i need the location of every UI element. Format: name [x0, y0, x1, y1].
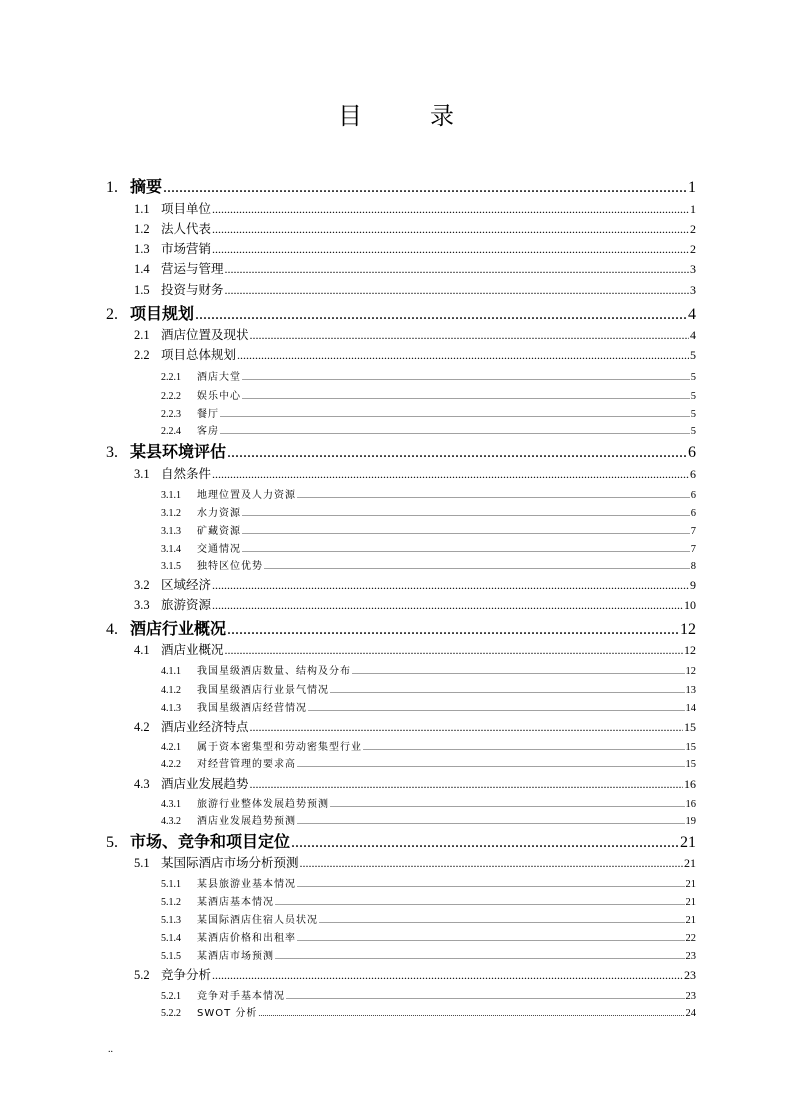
footer-mark: ..	[108, 1044, 113, 1055]
toc-entry-title: 酒店业概况	[161, 642, 224, 657]
toc-entry-number: 1.3	[134, 242, 150, 256]
toc-entry-level2[interactable]	[134, 717, 696, 735]
toc-dot-leader	[242, 509, 690, 518]
toc-entry-number: 4.2	[134, 720, 150, 734]
toc-dot-leader	[242, 373, 690, 382]
toc-entry-number: 2.2.3	[161, 409, 181, 420]
toc-entry-level2[interactable]	[134, 965, 696, 983]
toc-entry-page-number: 6	[688, 444, 696, 461]
toc-entry-page-number: 3	[690, 262, 696, 276]
toc-entry-title: 竞争对手基本情况	[197, 991, 285, 1002]
toc-entry-page-number: 16	[685, 799, 696, 810]
toc-entry-page-number: 2	[690, 242, 696, 256]
toc-entry-level2[interactable]	[134, 640, 696, 658]
toc-entry-page-number: 7	[690, 544, 696, 555]
toc-dot-leader	[220, 410, 690, 419]
toc-entry-number: 4.1.2	[161, 685, 181, 696]
toc-entry-title: 投资与财务	[161, 282, 224, 297]
toc-entry-level2[interactable]	[134, 853, 696, 871]
toc-entry-level3[interactable]	[161, 875, 696, 890]
toc-entry-page-number: 3	[690, 283, 696, 297]
toc-entry-number: 3.1.4	[161, 544, 181, 555]
toc-entry-title: 矿藏资源	[197, 526, 241, 537]
toc-entry-level3[interactable]	[161, 557, 696, 572]
toc-entry-number: 4.3.2	[161, 816, 181, 827]
toc-dot-leader	[242, 392, 690, 401]
toc-entry-level3[interactable]	[161, 368, 696, 383]
toc-entry-level3[interactable]	[161, 504, 696, 519]
toc-entry-title: 某国际酒店市场分析预测	[161, 855, 299, 870]
toc-entry-number: 2.2.1	[161, 372, 181, 383]
toc-entry-title: 独特区位优势	[197, 561, 263, 572]
toc-dot-leader	[297, 491, 690, 500]
toc-dot-leader	[227, 621, 679, 639]
toc-dot-leader	[225, 262, 689, 277]
toc-entry-number: 5.2.2	[161, 1008, 181, 1019]
toc-entry-page-number: 23	[684, 968, 696, 982]
toc-entry-number: 5.	[106, 834, 118, 851]
toc-entry-number: 1.1	[134, 202, 150, 216]
toc-entry-number: 5.2.1	[161, 991, 181, 1002]
toc-entry-number: 4.2.1	[161, 742, 181, 753]
toc-entry-title: 娱乐中心	[197, 391, 241, 402]
toc-dot-leader	[212, 467, 689, 482]
toc-dot-leader	[275, 898, 685, 907]
toc-entry-title: 竞争分析	[161, 967, 212, 982]
toc-entry-number: 3.3	[134, 598, 150, 612]
toc-dot-leader	[286, 992, 685, 1001]
toc-entry-number: 3.	[106, 444, 118, 461]
toc-entry-page-number: 23	[685, 951, 696, 962]
toc-entry-number: 2.1	[134, 328, 150, 342]
toc-entry-level3[interactable]	[161, 486, 696, 501]
toc-dot-leader	[212, 968, 683, 983]
toc-dot-leader	[250, 720, 683, 735]
toc-entry-number: 5.1	[134, 856, 150, 870]
toc-entry-number: 4.2.2	[161, 759, 181, 770]
toc-dot-leader	[330, 686, 685, 695]
toc-entry-page-number: 19	[685, 816, 696, 827]
toc-dot-leader	[225, 643, 683, 658]
toc-entry-level2[interactable]	[134, 199, 696, 217]
toc-entry-page-number: 21	[685, 915, 696, 926]
toc-entry-number: 1.2	[134, 222, 150, 236]
toc-dot-leader	[250, 328, 689, 343]
toc-dot-leader	[212, 598, 683, 613]
toc-dot-leader	[212, 578, 689, 593]
toc-entry-number: 5.1.3	[161, 915, 181, 926]
toc-entry-page-number: 14	[685, 703, 696, 714]
toc-entry-level3[interactable]	[161, 422, 696, 437]
toc-entry-title: 酒店大堂	[197, 372, 241, 383]
toc-entry-title: 某国际酒店住宿人员状况	[197, 915, 318, 926]
toc-dot-leader	[275, 952, 685, 961]
toc-entry-title: 某酒店价格和出租率	[197, 933, 296, 944]
toc-entry-page-number: 15	[685, 742, 696, 753]
toc-entry-level3[interactable]	[161, 540, 696, 555]
toc-dot-leader	[250, 777, 683, 792]
toc-entry-number: 3.1	[134, 467, 150, 481]
toc-entry-number: 5.1.2	[161, 897, 181, 908]
toc-entry-level3[interactable]	[161, 387, 696, 402]
toc-dot-leader	[212, 222, 689, 237]
toc-entry-level2[interactable]	[134, 774, 696, 792]
toc-entry-level3[interactable]	[161, 929, 696, 944]
toc-entry-page-number: 1	[690, 202, 696, 216]
toc-entry-level3[interactable]	[161, 1004, 696, 1019]
toc-entry-title: 旅游资源	[161, 597, 212, 612]
toc-entry-page-number: 12	[684, 643, 696, 657]
toc-entry-title: 酒店业经济特点	[161, 719, 249, 734]
toc-dot-leader	[212, 242, 689, 257]
toc-entry-page-number: 21	[680, 834, 696, 851]
toc-entry-title: 我国星级酒店经营情况	[197, 703, 307, 714]
toc-entry-level3[interactable]	[161, 662, 696, 677]
toc-entry-number: 2.2.2	[161, 391, 181, 402]
toc-dot-leader	[297, 934, 685, 943]
toc-entry-number: 3.1.3	[161, 526, 181, 537]
toc-entry-title: 自然条件	[161, 466, 212, 481]
toc-entry-number: 5.2	[134, 968, 150, 982]
toc-entry-level3[interactable]	[161, 522, 696, 537]
toc-entry-page-number: 16	[684, 777, 696, 791]
toc-entry-level3[interactable]	[161, 812, 696, 827]
toc-entry-title: 项目总体规划	[161, 347, 237, 362]
toc-entry-number: 5.1.5	[161, 951, 181, 962]
toc-entry-number: 3.1.5	[161, 561, 181, 572]
toc-entry-level2[interactable]	[134, 345, 696, 363]
toc-entry-level1[interactable]	[106, 439, 696, 462]
toc-entry-level3[interactable]	[161, 755, 696, 770]
toc-entry-number: 5.1.1	[161, 879, 181, 890]
toc-entry-page-number: 2	[690, 222, 696, 236]
toc-entry-page-number: 5	[690, 391, 696, 402]
toc-dot-leader	[242, 545, 690, 554]
toc-entry-level1[interactable]	[106, 301, 696, 324]
toc-dot-leader	[300, 856, 683, 871]
toc-entry-number: 2.2.4	[161, 426, 181, 437]
toc-dot-leader	[330, 800, 685, 809]
toc-dot-leader	[308, 704, 685, 713]
toc-entry-level2[interactable]	[134, 219, 696, 237]
toc-entry-level3[interactable]	[161, 795, 696, 810]
toc-entry-page-number: 12	[685, 666, 696, 677]
toc-entry-level3[interactable]	[161, 947, 696, 962]
toc-entry-level2[interactable]	[134, 280, 696, 298]
toc-dot-leader	[227, 444, 687, 462]
toc-entry-page-number: 6	[690, 490, 696, 501]
toc-entry-number: 4.	[106, 621, 118, 638]
toc-entry-number: 3.1.1	[161, 490, 181, 501]
toc-entry-level3[interactable]	[161, 911, 696, 926]
toc-entry-page-number: 4	[690, 328, 696, 342]
toc-entry-title: 某县旅游业基本情况	[197, 879, 296, 890]
toc-entry-number: 4.3	[134, 777, 150, 791]
toc-entry-title: 客房	[197, 426, 219, 437]
toc-dot-leader	[297, 760, 685, 769]
toc-dot-leader	[225, 283, 689, 298]
toc-entry-level1[interactable]	[106, 829, 696, 852]
toc-entry-number: 2.	[106, 306, 118, 323]
toc-entry-title: 酒店位置及现状	[161, 327, 249, 342]
toc-entry-page-number: 6	[690, 508, 696, 519]
toc-entry-number: 1.4	[134, 262, 150, 276]
toc-entry-number: 4.1.3	[161, 703, 181, 714]
toc-dot-leader	[220, 427, 690, 436]
toc-entry-level3[interactable]	[161, 738, 696, 753]
toc-dot-leader	[363, 743, 685, 752]
toc-entry-page-number: 5	[690, 372, 696, 383]
toc-entry-title: 市场营销	[161, 241, 212, 256]
toc-entry-page-number: 6	[690, 467, 696, 481]
toc-entry-title: 营运与管理	[161, 261, 224, 276]
toc-entry-page-number: 15	[684, 720, 696, 734]
toc-entry-title: 地理位置及人力资源	[197, 490, 296, 501]
toc-entry-page-number: 12	[680, 621, 696, 638]
toc-entry-title: 旅游行业整体发展趋势预测	[197, 799, 329, 810]
toc-entry-title: 我国星级酒店行业景气情况	[197, 685, 329, 696]
toc-entry-title: 法人代表	[161, 221, 212, 236]
toc-entry-title: 餐厅	[197, 409, 219, 420]
toc-entry-number: 3.2	[134, 578, 150, 592]
toc-entry-page-number: 9	[690, 578, 696, 592]
toc-entry-level1[interactable]	[106, 616, 696, 639]
toc-entry-page-number: 15	[685, 759, 696, 770]
toc-dot-leader	[264, 562, 690, 571]
toc-entry-number: 1.5	[134, 283, 150, 297]
toc-entry-title: 酒店行业概况	[130, 619, 227, 638]
toc-entry-title: SWOT 分析	[197, 1008, 258, 1019]
toc-entry-title: 某县环境评估	[130, 442, 227, 461]
toc-entry-page-number: 1	[688, 179, 696, 196]
toc-entry-page-number: 7	[690, 526, 696, 537]
toc-dot-leader	[297, 880, 685, 889]
toc-entry-title: 摘要	[130, 177, 163, 196]
toc-entry-title: 项目规划	[130, 304, 195, 323]
toc-entry-title: 某酒店市场预测	[197, 951, 274, 962]
toc-entry-page-number: 21	[684, 856, 696, 870]
toc-entry-level2[interactable]	[134, 259, 696, 277]
toc-entry-number: 4.1.1	[161, 666, 181, 677]
toc-entry-level3[interactable]	[161, 699, 696, 714]
toc-dot-leader	[319, 916, 685, 925]
toc-entry-page-number: 10	[684, 598, 696, 612]
toc-entry-title: 某酒店基本情况	[197, 897, 274, 908]
toc-entry-level2[interactable]	[134, 239, 696, 257]
toc-dot-leader	[297, 817, 685, 826]
toc-dot-leader	[163, 179, 687, 197]
toc-dot-leader	[352, 667, 685, 676]
toc-entry-title: 对经营管理的要求高	[197, 759, 296, 770]
toc-entry-page-number: 22	[685, 933, 696, 944]
toc-entry-level3[interactable]	[161, 405, 696, 420]
toc-entry-level2[interactable]	[134, 575, 696, 593]
toc-entry-number: 4.1	[134, 643, 150, 657]
toc-entry-level3[interactable]	[161, 893, 696, 908]
toc-entry-number: 2.2	[134, 348, 150, 362]
toc-entry-level2[interactable]	[134, 464, 696, 482]
toc-entry-page-number: 5	[690, 426, 696, 437]
toc-entry-level2[interactable]	[134, 325, 696, 343]
toc-dot-leader	[242, 527, 690, 536]
toc-entry-title: 我国星级酒店数量、结构及分布	[197, 666, 351, 677]
toc-dot-leader	[258, 1009, 684, 1018]
toc-entry-title: 项目单位	[161, 201, 212, 216]
toc-entry-level1[interactable]	[106, 174, 696, 197]
toc-dot-leader	[237, 348, 689, 363]
toc-entry-title: 酒店业发展趋势	[161, 776, 249, 791]
toc-dot-leader	[212, 202, 689, 217]
toc-entry-page-number: 13	[685, 685, 696, 696]
toc-entry-title: 市场、竞争和项目定位	[130, 832, 291, 851]
toc-dot-leader	[291, 834, 679, 852]
toc-entry-page-number: 4	[688, 306, 696, 323]
toc-entry-page-number: 8	[690, 561, 696, 572]
page-title: 目 录	[338, 102, 476, 130]
toc-entry-page-number: 23	[685, 991, 696, 1002]
toc-entry-number: 1.	[106, 179, 118, 196]
toc-entry-number: 4.3.1	[161, 799, 181, 810]
toc-entry-title: 属于资本密集型和劳动密集型行业	[197, 742, 362, 753]
toc-entry-level3[interactable]	[161, 987, 696, 1002]
toc-entry-number: 3.1.2	[161, 508, 181, 519]
toc-entry-title: 区域经济	[161, 577, 212, 592]
toc-entry-page-number: 24	[685, 1008, 696, 1019]
toc-entry-page-number: 5	[690, 348, 696, 362]
toc-entry-level2[interactable]	[134, 595, 696, 613]
toc-entry-title: 交通情况	[197, 544, 241, 555]
toc-entry-number: 5.1.4	[161, 933, 181, 944]
toc-entry-title: 水力资源	[197, 508, 241, 519]
toc-entry-level3[interactable]	[161, 681, 696, 696]
toc-entry-page-number: 21	[685, 879, 696, 890]
toc-entry-page-number: 21	[685, 897, 696, 908]
toc-entry-page-number: 5	[690, 409, 696, 420]
toc-entry-title: 酒店业发展趋势预测	[197, 816, 296, 827]
toc-dot-leader	[195, 306, 687, 324]
